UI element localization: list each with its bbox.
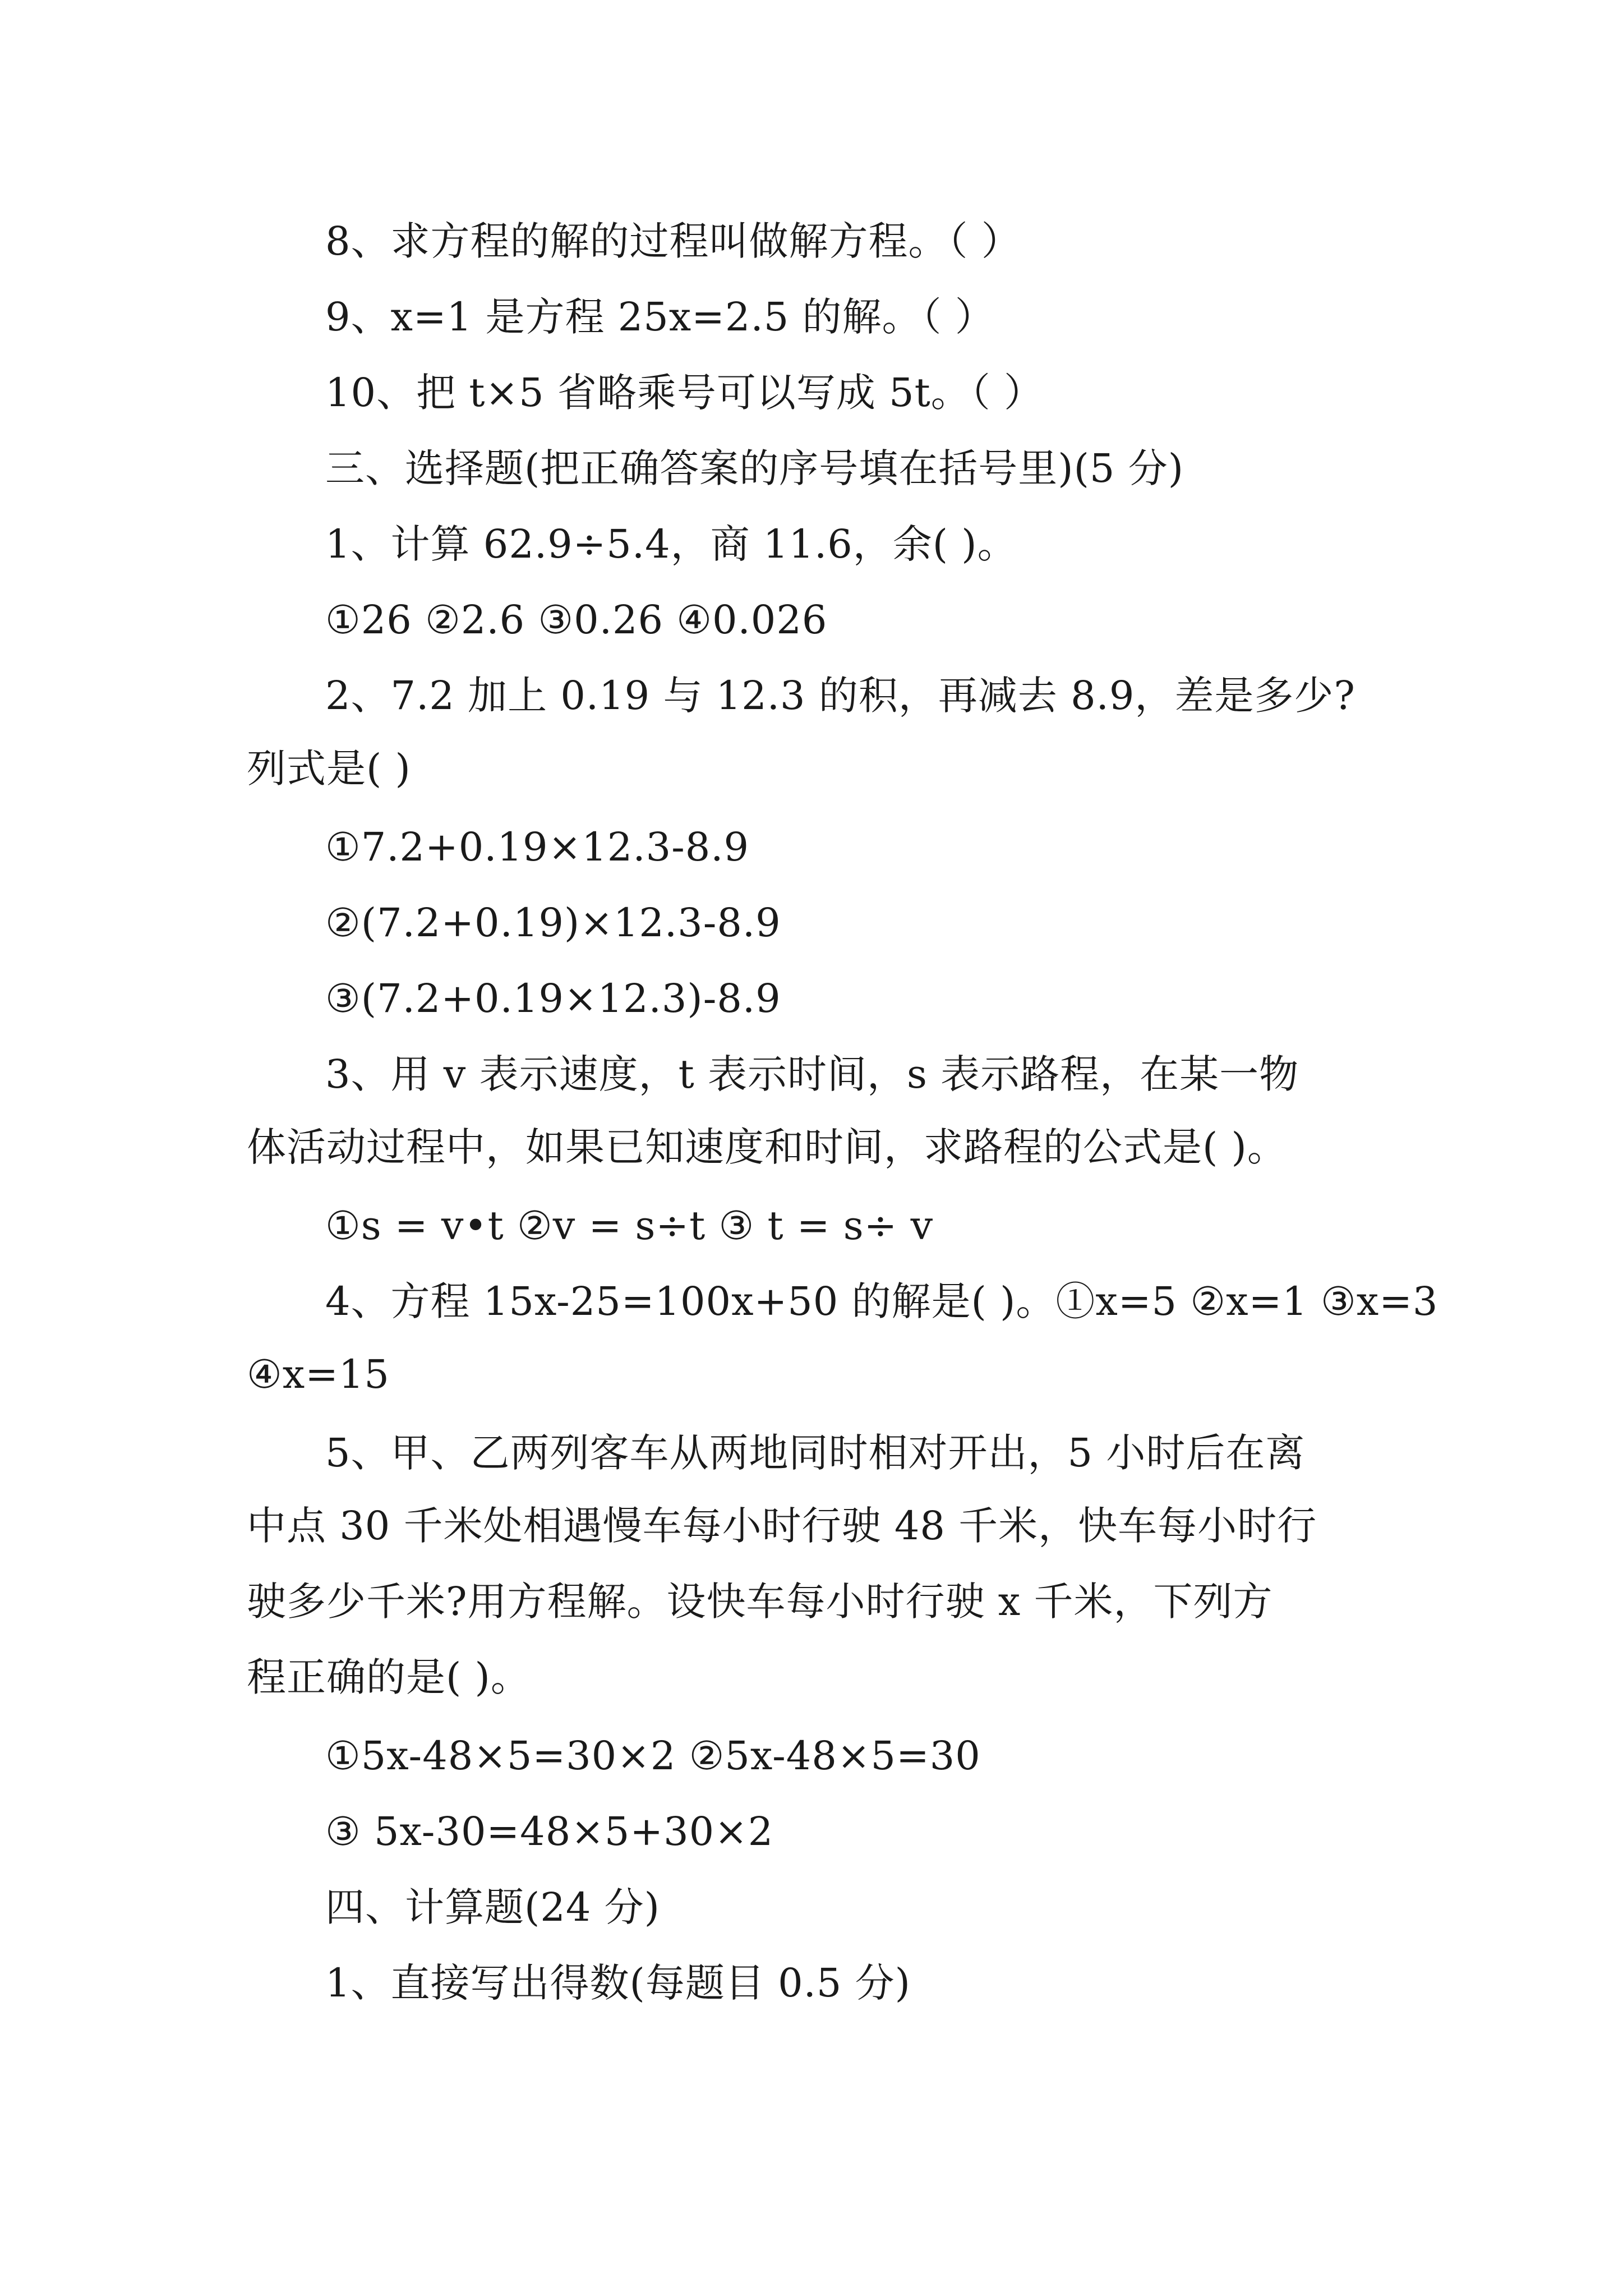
text-line: 5、甲、乙两列客车从两地同时相对开出，5 小时后在离 — [325, 1430, 1306, 1476]
text-line: ④x=15 — [247, 1351, 390, 1397]
text-line: 3、用 v 表示速度，t 表示时间，s 表示路程，在某一物 — [325, 1051, 1299, 1097]
text-line: 体活动过程中，如果已知速度和时间，求路程的公式是( )。 — [247, 1124, 1287, 1170]
text-line: 8、求方程的解的过程叫做解方程。（ ） — [325, 218, 1021, 264]
option-line: ①5x-48×5=30×2 ②5x-48×5=30 — [325, 1733, 981, 1779]
option-line: ②(7.2+0.19)×12.3-8.9 — [325, 900, 781, 946]
option-line: ③ 5x-30=48×5+30×2 — [325, 1809, 774, 1855]
text-line: 2、7.2 加上 0.19 与 12.3 的积，再减去 8.9，差是多少? — [325, 673, 1355, 719]
option-line: ①7.2+0.19×12.3-8.9 — [325, 824, 750, 870]
section-heading: 四、计算题(24 分) — [325, 1884, 660, 1930]
text-line: 10、把 t×5 省略乘号可以写成 5t。（ ） — [325, 370, 1044, 416]
option-line: ③(7.2+0.19×12.3)-8.9 — [325, 976, 781, 1022]
text-line: 1、直接写出得数(每题目 0.5 分) — [325, 1960, 911, 2006]
text-line: 驶多少千米?用方程解。设快车每小时行驶 x 千米，下列方 — [247, 1579, 1273, 1625]
text-line: 程正确的是( )。 — [247, 1654, 531, 1700]
text-line: 列式是( ) — [247, 746, 411, 792]
text-line: 1、计算 62.9÷5.4，商 11.6，余( )。 — [325, 521, 1017, 567]
option-line: ①26 ②2.6 ③0.26 ④0.026 — [325, 597, 828, 643]
text-line: 中点 30 千米处相遇慢车每小时行驶 48 千米，快车每小时行 — [247, 1503, 1317, 1549]
text-line: 9、x=1 是方程 25x=2.5 的解。（ ） — [325, 294, 995, 340]
option-line: ①s = v•t ②v = s÷t ③ t = s÷ v — [325, 1203, 934, 1249]
section-heading: 三、选择题(把正确答案的序号填在括号里)(5 分) — [325, 445, 1184, 491]
text-line: 4、方程 15x-25=100x+50 的解是( )。①x=5 ②x=1 ③x=3 — [325, 1278, 1438, 1324]
